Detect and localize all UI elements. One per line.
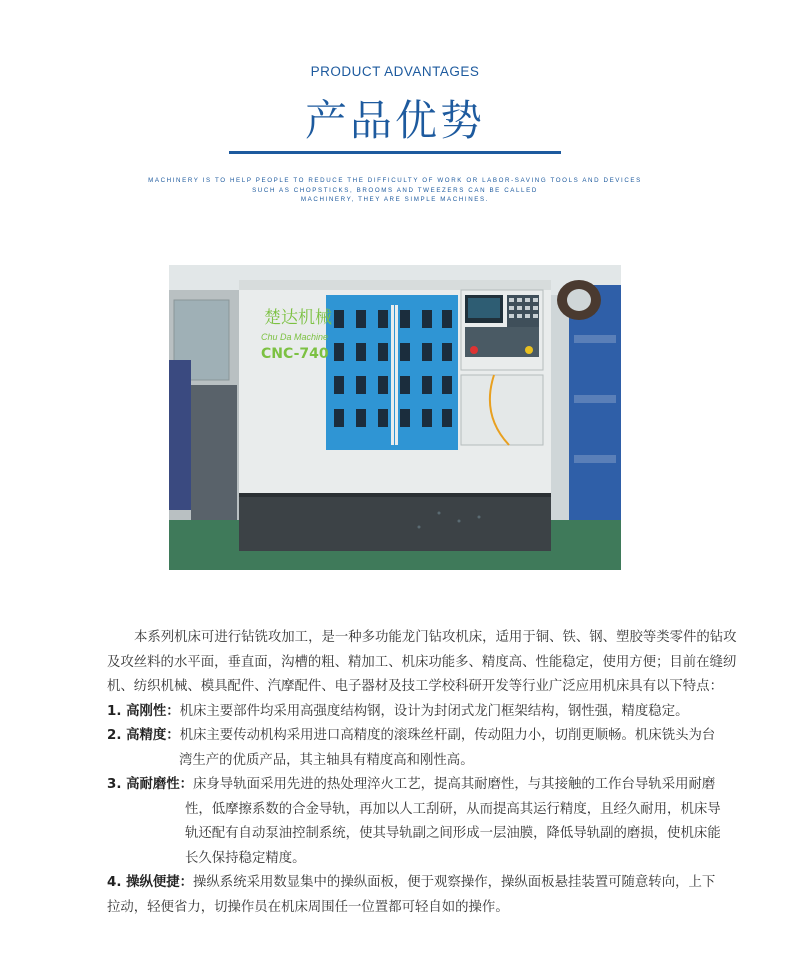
intro-paragraph: 本系列机床可进行钻铣攻加工，是一种多功能龙门钻攻机床，适用于铜、铁、钢、塑胶等类零件的钻攻及攻丝料的水平面，垂直面，沟槽的粗、精加工、机床功能多、精度高、性能稳定，使用方便；目前在缝纫机、纺织机械、模具配件、汽摩配件、电子器材及技工学校科研开发等行业广泛应用机床具有以下特点： [107, 630, 737, 694]
section-title: 产品优势 [304, 96, 485, 145]
feature-text: 性，低摩擦系数的合金导轨，再加以人工刮研，从而提高其运行精度，且经久耐用，机床导 [185, 801, 721, 817]
feature-label: 3. 高耐磨性： [107, 777, 194, 792]
description [107, 626, 737, 920]
blue-cabinet [169, 360, 191, 510]
feature-text: 长久保持稳定精度。 [185, 850, 306, 866]
feature-text: 机床主要部件均采用高强度结构钢，设计为封闭式龙门框架结构，钢性强，精度稳定。 [179, 703, 689, 719]
feature-item [107, 724, 737, 773]
brand-cn: 楚达机械 [264, 308, 332, 328]
feature-label: 1. 高刚性： [107, 703, 180, 719]
cnc-machine-illustration [169, 265, 621, 570]
tagline [130, 176, 660, 205]
feature-text: 床身导轨面采用先进的热处理淬火工艺，提高其耐磨性，与其接触的工作台导轨采用耐磨 [193, 777, 716, 792]
feature-text: 操纵系统采用数显集中的操纵面板，便于观察操作，操纵面板悬挂装置可随意转向，上下 [193, 875, 716, 890]
feature-text: 拉动，轻便省力，切操作员在机床周围任一位置都可轻自如的操作。 [107, 899, 509, 915]
feature-item [107, 871, 737, 920]
feature-text: 机床主要传动机构采用进口高精度的滚珠丝杆副，传动阻力小，切削更顺畅。机床铣头为台 [179, 728, 716, 743]
machine-base [239, 493, 551, 551]
section-subtitle-en: PRODUCT ADVANTAGES [310, 64, 480, 79]
model-label: CNC-740 [261, 346, 329, 362]
feature-text: 湾生产的优质产品，其主轴具有精度高和刚性高。 [179, 752, 474, 768]
feature-label: 4. 操纵便捷： [107, 875, 194, 890]
feature-text: 轨还配有自动泵油控制系统，使其导轨副之间形成一层油膜，降低导轨副的磨损，使机床能 [185, 826, 721, 841]
feature-label: 2. 高精度： [107, 728, 180, 743]
tagline-line: MACHINERY, THEY ARE SIMPLE MACHINES. [300, 196, 490, 203]
tagline-line: MACHINERY IS TO HELP PEOPLE TO REDUCE THE DIFFICULTY OF WORK OR LABOR-SAVING TOOLS AND DEVICES [148, 177, 642, 184]
feature-item [107, 773, 737, 871]
feature-item [107, 700, 737, 725]
tagline-line: SUCH AS CHOPSTICKS, BROOMS AND TWEEZERS CAN BE CALLED [252, 186, 538, 194]
brand-en: Chu Da Machine [261, 332, 329, 342]
title-underline [229, 151, 561, 154]
product-photo [169, 265, 621, 570]
